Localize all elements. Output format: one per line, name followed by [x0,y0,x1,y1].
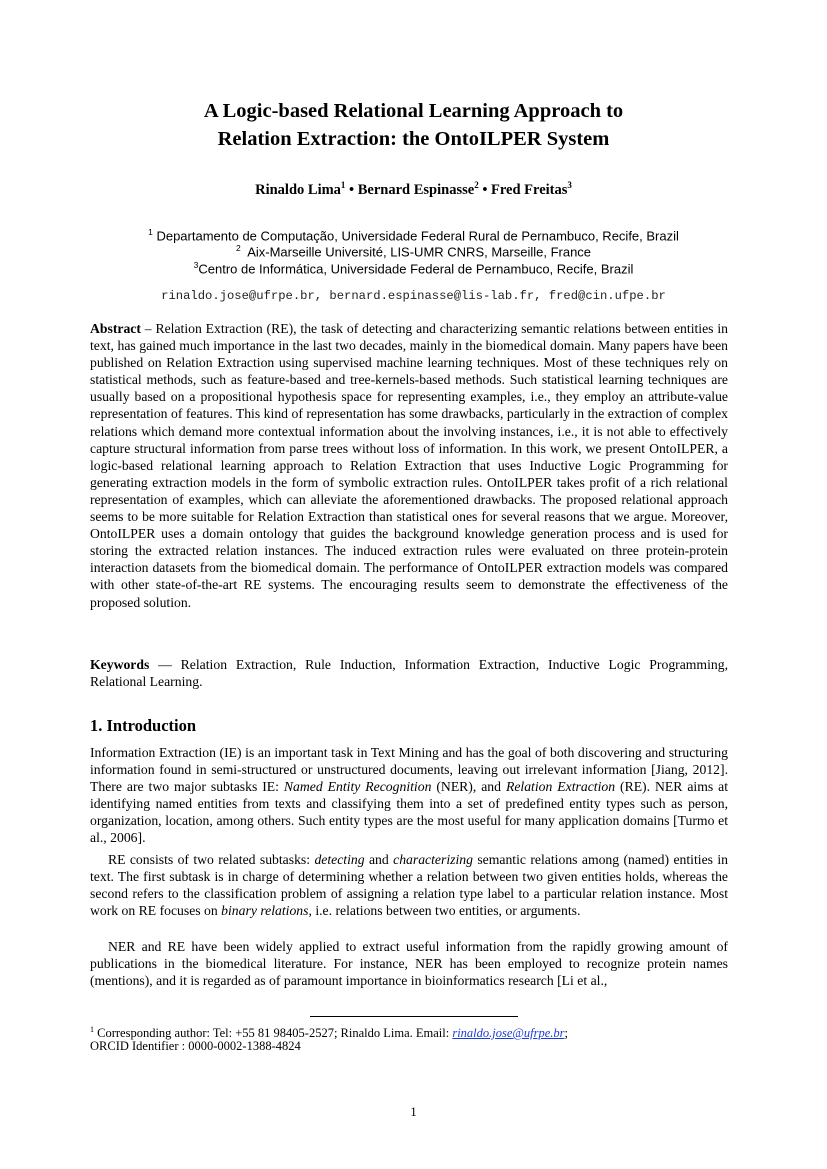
abstract-label: Abstract [90,321,141,336]
intro-paragraph-3: NER and RE have been widely applied to extract useful information from the rapidly growing amount of publications in the biomedical literature. For instance, NER has been employed to recognize protein names (mentions), and it is regarded as of paramount importance in bioinformatics research [Li et al., [90,939,728,989]
title-line-1: A Logic-based Relational Learning Approach to [203,100,624,122]
footnote-orcid: ORCID Identifier : 0000-0002-1388-4824 [90,1039,301,1053]
keywords-label: Keywords [90,657,150,672]
intro-italic: detecting [314,852,365,867]
author-list [90,180,737,199]
author-separator: • [482,181,488,198]
intro-italic: binary relations [221,903,309,919]
footnote-email-link[interactable]: rinaldo.jose@ufrpe.br [452,1026,565,1041]
footnote-mark: 1 [90,1025,94,1034]
intro-italic: Named Entity Recognition [283,779,432,795]
footnote-divider [310,1016,518,1017]
affiliation-mark: 1 [148,227,153,237]
affiliation-3 [90,257,737,277]
affiliation-text: Centro de Informática, Universidade Federal de Pernambuco, Recife, Brazil [198,261,634,277]
author-separator: • [349,181,355,198]
intro-paragraph-2 [90,851,728,919]
intro-text: (RE). NER aims at identifying named entities from texts and classifying them into a set of predefined entity types such as person, organization, location, among others. Such entity types are the most useful for many application domains [Turmo et al., 2006]. [90,779,728,846]
author-emails: rinaldo.jose@ufrpe.br, bernard.espinasse@lis-lab.fr, fred@cin.ufpe.br [161,289,666,303]
intro-text: RE consists of two related subtasks: [108,852,315,867]
footnote-after: ; [564,1026,569,1041]
author-name: Rinaldo Lima [255,181,341,198]
affiliation-text: Aix-Marseille Université, LIS-UMR CNRS, Marseille, France [247,244,592,260]
intro-italic: characterizing [393,852,473,867]
intro-paragraph-1 [90,744,728,847]
abstract [90,320,728,611]
title-line-2: Relation Extraction: the OntoILPER System [217,128,610,150]
author-mark: 3 [567,180,572,190]
page-number: 1 [410,1104,417,1119]
paper-title [90,97,737,153]
intro-text: semantic relations among (named) entities in text. The first subtask is in charge of determining whether a relation between two given entities holds, whereas the second refers to the classification problem of assigning a relation type label to a particular relation instance. Most work on RE focuses on [90,852,729,919]
affiliation-mark: 3 [193,260,199,270]
intro-text: Information Extraction (IE) is an important task in Text Mining and has the goal of both discovering and structuring information found in semi-structured or unstructured documents, leaving out irrelevant information [Jiang, 2012]. There are two major subtasks IE: [90,745,728,795]
intro-text: (NER), and [431,779,506,795]
author-mark: 1 [340,180,346,190]
intro-text: and [364,852,394,867]
affiliation-mark: 2 [235,243,241,253]
intro-italic: Relation Extraction [505,779,616,795]
affiliation-text: Departamento de Computação, Universidade Federal Rural de Pernambuco, Recife, Brazil [156,228,679,244]
section-heading-introduction: 1. Introduction [90,716,197,735]
intro-text: , i.e. relations between two entities, or arguments. [308,903,581,919]
abstract-text: – Relation Extraction (RE), the task of detecting and characterizing semantic relations between entities in text, has gained much importance in the last two decades, mainly in the biomedical domain. Many papers have been published on Relation Extraction using supervised machine learning techniques. Most of these techniques rely on statistical methods, such as feature-based and tree-kernels-based methods. Such statistical learning techniques are usually based on a propositional hypothesis space for representing examples, i.e., they employ an attribute-value representation of features. This kind of representation has some drawbacks, particularly in the extraction of complex relations which demand more contextual information about the involving instances, i.e., it is not able to effectively capture structural information from parse trees without loss of information. In this work, we present OntoILPER, a logic-based relational learning approach to Relation Extraction that uses Inductive Logic Programming for generating extraction models in the form of symbolic extraction rules. OntoILPER takes profit of a rich relational representation of examples, which can alleviate the aforementioned drawbacks. The proposed relational approach seems to be more suitable for Relation Extraction than statistical ones for several reasons that we argue. Moreover, OntoILPER uses a domain ontology that guides the background knowledge generation process and is used for storing the extracted relation instances. The induced extraction rules were evaluated on three protein-protein interaction datasets from the biomedical domain. The performance of OntoILPER extraction models was compared with other state-of-the-art RE systems. The encouraging results seem to demonstrate the effectiveness of the proposed solution. [90,321,729,610]
author-name: Fred Freitas [491,181,568,198]
author-name: Bernard Espinasse [357,181,475,198]
keywords [90,656,728,690]
keywords-text: — Relation Extraction, Rule Induction, Information Extraction, Inductive Logic Programming, Relational Learning. [90,657,728,690]
footnote-text: Corresponding author: Tel: +55 81 98405-2527; Rinaldo Lima. Email: [97,1026,453,1041]
author-mark: 2 [474,180,479,190]
